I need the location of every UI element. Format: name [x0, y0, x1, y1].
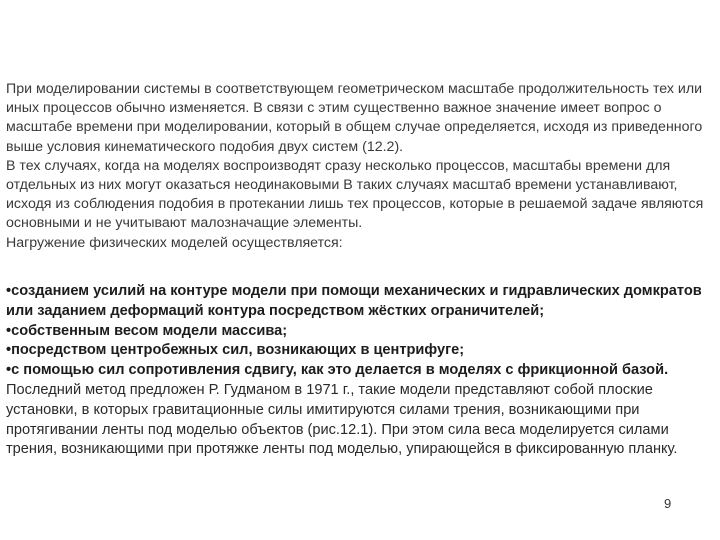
bullet-own-weight: •собственным весом модели массива;: [6, 322, 288, 339]
paragraph-time-scale: При моделировании системы в соответствующем геометрическом масштабе продолжительность тех или иных процессов обычно изменяется. В связи с этим существенно важное значение имеет вопрос о масштабе времени при моделировании, который в общем случае определяется, исходя из приведенного выше условия кинематического подобия двух систем (12.2).: [6, 81, 703, 155]
bullet-shear-resistance: •с помощью сил сопротивления сдвигу, как это делается в моделях с фрикционной базой.: [6, 362, 669, 379]
intro-text-block: [6, 80, 714, 253]
paragraph-multiple-processes: В тех случаях, когда на моделях воспроизводят сразу несколько процессов, масштабы времени для отдельных из них могут оказаться неодинаковыми В таких случаях масштаб времени устанавливают, исходя из соблюдения подобия в протекании лишь тех процессов, которые в решаемой задаче являются основными и не учитывают малозначащие элементы.: [6, 157, 704, 232]
paragraph-loading-intro: Нагружение физических моделей осуществляется:: [6, 234, 343, 251]
bullet-contour-forces: •созданием усилий на контуре модели при помощи механических и гидравлических домкратов или заданием деформаций контура посредством жёстких ограничителей;: [6, 283, 702, 319]
loading-methods-block: [6, 282, 714, 460]
page-number: 9: [664, 496, 672, 511]
paragraph-goodman-method: Последний метод предложен Р. Гудманом в 1971 г., такие модели представляют собой плоские установки, в которых гравитационные силы имитируются силами трения, возникающими при протягивании ленты под моделью объектов (рис.12.1). При этом сила веса моделируется силами трения, возникающими при протяжке ленты под моделью, упирающейся в фиксированную планку.: [6, 381, 678, 458]
bullet-centrifuge: •посредством центробежных сил, возникающих в центрифуге;: [6, 342, 465, 359]
